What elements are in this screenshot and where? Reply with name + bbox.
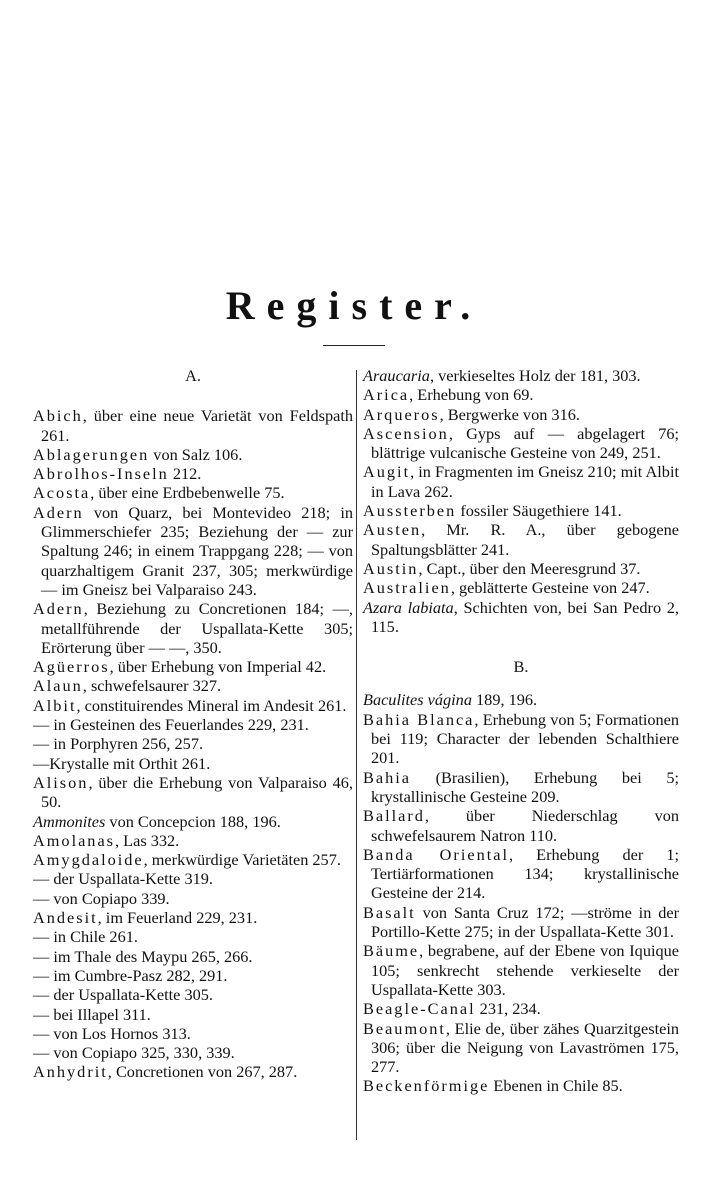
entry-text: , Erhebung von 5; Formationen bei 119; Character der lebenden Schalthiere 201. xyxy=(371,709,680,768)
right-column xyxy=(363,366,679,1096)
entry-text: — von Copiapo 325, 330, 339. xyxy=(33,1043,235,1063)
entry-text: , Bergwerke von 316. xyxy=(439,404,580,424)
index-entry xyxy=(33,754,353,773)
entry-text: 189, 196. xyxy=(471,690,538,710)
index-entry xyxy=(33,657,353,676)
index-entry xyxy=(33,889,353,908)
entry-text: —Krystalle mit Orthit 261. xyxy=(33,753,211,773)
section-letter-a: A. xyxy=(185,366,201,385)
entry-text: fossiler Säugethiere 141. xyxy=(456,501,622,521)
entry-text: , merkwürdige Varietäten 257. xyxy=(143,850,341,870)
entry-text: — der Uspallata-Kette 319. xyxy=(33,869,213,889)
entry-text: , Concretionen von 267, 287. xyxy=(107,1062,298,1082)
entry-text: , Mr. R. A., über gebogene Spaltungsblätter 241. xyxy=(371,520,679,559)
entry-text: — von Los Hornos 313. xyxy=(33,1023,191,1043)
index-entry xyxy=(33,1062,353,1081)
index-entry xyxy=(363,941,679,999)
index-entry xyxy=(363,806,679,845)
index-entry xyxy=(33,1043,353,1062)
index-entry xyxy=(363,405,679,424)
entry-text: , über Niederschlag von schwefelsaurem Natron 110. xyxy=(371,806,679,845)
entry-text: , Beziehung zu Concretionen 184; —, metallführende der Uspallata-Kette 305; Erörterung über — —, 350. xyxy=(41,599,353,657)
entry-text: , Schichten von, bei San Pedro 2, 115. xyxy=(371,597,679,636)
entry-text: , schwefelsaurer 327. xyxy=(82,676,222,696)
entry-term: Baculites vágina xyxy=(363,690,472,710)
entry-term: Arqueros xyxy=(363,404,440,424)
section-letter-b: B. xyxy=(513,657,529,677)
index-entry xyxy=(33,1005,353,1024)
index-entry xyxy=(33,464,353,483)
entry-term: Ballard xyxy=(363,806,425,826)
index-entry xyxy=(33,445,353,464)
entry-text: , Erhebung von 69. xyxy=(409,385,534,405)
index-entry xyxy=(363,690,679,709)
entry-term: Azara labiata xyxy=(363,597,454,617)
index-entry xyxy=(33,831,353,850)
entry-text: — bei Illapel 311. xyxy=(33,1004,151,1024)
entry-text: , Gyps auf — abgelagert 76; blättrige vulcanische Gesteine von 249, 251. xyxy=(371,423,679,463)
index-entry xyxy=(363,710,679,768)
index-entry xyxy=(363,1076,679,1095)
entry-text: , geblätterte Gesteine von 247. xyxy=(450,578,650,598)
entry-term: Aussterben xyxy=(363,501,457,521)
page-title: Register. xyxy=(225,283,483,328)
entry-text: von Quarz, bei Montevideo 218; in Glimmerschiefer 235; Beziehung der — zur Spaltung 246; in einem Trappgang 228; — von quarzhaltigem Granit 237, 305; merkwürdige — im Gneisz bei Valparaiso 243. xyxy=(41,502,353,599)
entry-text: , in Fragmenten im Gneisz 210; mit Albit in Lava 262. xyxy=(371,462,679,501)
entry-text: von Salz 106. xyxy=(149,444,243,464)
index-entry xyxy=(33,812,353,831)
entry-text: , Erhebung der 1; Tertiärformationen 134; krystallinische Gesteine der 214. xyxy=(371,844,679,903)
entry-text: , Capt., über den Meeresgrund 37. xyxy=(418,558,641,578)
entry-list-a xyxy=(33,406,353,1081)
entry-term: Banda Oriental xyxy=(363,844,509,864)
index-entry xyxy=(363,845,679,903)
entry-term: Bahia Blanca xyxy=(363,709,475,729)
index-entry xyxy=(363,903,679,942)
entry-text: — in Gesteinen des Feuerlandes 229, 231. xyxy=(33,715,309,735)
entry-term: Ascension xyxy=(363,423,449,443)
index-entry xyxy=(363,424,679,463)
entry-term: Beckenförmige xyxy=(363,1076,490,1096)
entry-text: , begrabene, auf der Ebene von Iquique 105; senkrecht stehende verkieselte der Uspallata-Kette 303. xyxy=(371,941,679,999)
index-entry xyxy=(33,908,353,927)
index-entry xyxy=(33,599,353,657)
index-entry xyxy=(363,501,679,520)
index-entry xyxy=(363,768,679,807)
entry-term: Alaun xyxy=(33,676,83,696)
entry-term: Abrolhos-Inseln xyxy=(33,464,169,484)
index-entry xyxy=(33,927,353,946)
entry-text: Ebenen in Chile 85. xyxy=(489,1076,623,1096)
entry-term: Adern xyxy=(33,599,84,619)
entry-text: , constituirendes Mineral im Andesit 261. xyxy=(76,695,347,715)
index-entry xyxy=(33,696,353,715)
title-rule xyxy=(323,345,385,346)
index-entry xyxy=(363,520,679,559)
index-entry xyxy=(33,985,353,1004)
entry-text: , Elie de, über zähes Quarzitgestein 306; über die Neigung von Lavaströmen 175, 277. xyxy=(371,1018,679,1077)
entry-text: , über Erhebung von Imperial 42. xyxy=(109,657,327,677)
index-entry xyxy=(363,999,679,1018)
entry-term: Abich xyxy=(33,406,83,426)
entry-text: (Brasilien), Erhebung bei 5; krystallinische Gesteine 209. xyxy=(371,767,679,806)
entry-term: Bäume xyxy=(363,941,420,961)
entry-text: , über eine neue Varietät von Feldspath 261. xyxy=(41,406,353,445)
index-entry xyxy=(363,385,679,404)
column-divider xyxy=(356,370,357,1140)
entry-text: — in Porphyren 256, 257. xyxy=(33,734,204,754)
entry-term: Bahia xyxy=(363,767,411,787)
index-entry xyxy=(33,483,353,502)
index-entry xyxy=(33,869,353,888)
entry-term: Amolanas xyxy=(33,830,116,850)
index-entry xyxy=(33,676,353,695)
index-entry xyxy=(363,462,679,501)
entry-term: Anhydrit xyxy=(33,1062,108,1082)
index-entry xyxy=(33,734,353,753)
index-entry xyxy=(33,966,353,985)
entry-term: Andesit xyxy=(33,908,98,928)
entry-text: 212. xyxy=(168,464,202,484)
entry-term: Amygdaloide xyxy=(33,850,144,870)
entry-term: Arica xyxy=(363,385,410,405)
entry-term: Augit xyxy=(363,462,411,482)
entry-term: Acosta xyxy=(33,483,91,503)
entry-term: Ablagerungen xyxy=(33,444,150,464)
entry-term: Alison xyxy=(33,772,89,792)
entry-text: , über die Erhebung von Valparaiso 46, 50. xyxy=(41,772,353,812)
entry-text: — der Uspallata-Kette 305. xyxy=(33,985,213,1005)
index-entry xyxy=(33,406,353,445)
entry-list-a-continued xyxy=(363,366,679,636)
index-entry xyxy=(363,559,679,578)
index-entry xyxy=(33,773,353,812)
index-entry xyxy=(33,947,353,966)
entry-text: — von Copiapo 339. xyxy=(33,888,170,908)
index-entry xyxy=(33,1024,353,1043)
entry-term: Beagle-Canal xyxy=(363,999,476,1019)
entry-text: von Concepcion 188, 196. xyxy=(105,811,281,831)
entry-term: Araucaria xyxy=(363,366,430,385)
entry-text: 231, 234. xyxy=(475,999,541,1019)
entry-term: Austen xyxy=(363,520,422,540)
entry-term: Ammonites xyxy=(33,811,106,831)
entry-text: , Las 332. xyxy=(115,830,180,850)
index-entry xyxy=(363,578,679,597)
entry-text: , verkieseltes Holz der 181, 303. xyxy=(429,366,641,385)
entry-text: — im Cumbre-Pasz 282, 291. xyxy=(33,965,228,985)
entry-text: — in Chile 261. xyxy=(33,927,138,947)
index-entry xyxy=(33,850,353,869)
index-entry xyxy=(363,366,679,385)
entry-text: von Santa Cruz 172; —ströme in der Portillo-Kette 275; in der Uspallata-Kette 301. xyxy=(371,902,679,942)
left-column xyxy=(33,366,353,1082)
entry-text: — im Thale des Maypu 265, 266. xyxy=(33,946,253,966)
entry-term: Beaumont xyxy=(363,1018,446,1038)
entry-term: Basalt xyxy=(363,902,416,922)
entry-text: , im Feuerland 229, 231. xyxy=(97,908,258,928)
index-entry xyxy=(363,1019,679,1077)
index-entry xyxy=(363,598,679,637)
entry-list-b xyxy=(363,690,679,1095)
entry-term: Adern xyxy=(33,502,84,522)
entry-term: Agüerros xyxy=(33,657,110,677)
entry-term: Albit xyxy=(33,695,77,715)
index-entry xyxy=(33,503,353,599)
entry-term: Australien xyxy=(363,578,451,598)
entry-term: Austin xyxy=(363,558,419,578)
entry-text: , über eine Erdbebenwelle 75. xyxy=(90,483,285,503)
index-entry xyxy=(33,715,353,734)
